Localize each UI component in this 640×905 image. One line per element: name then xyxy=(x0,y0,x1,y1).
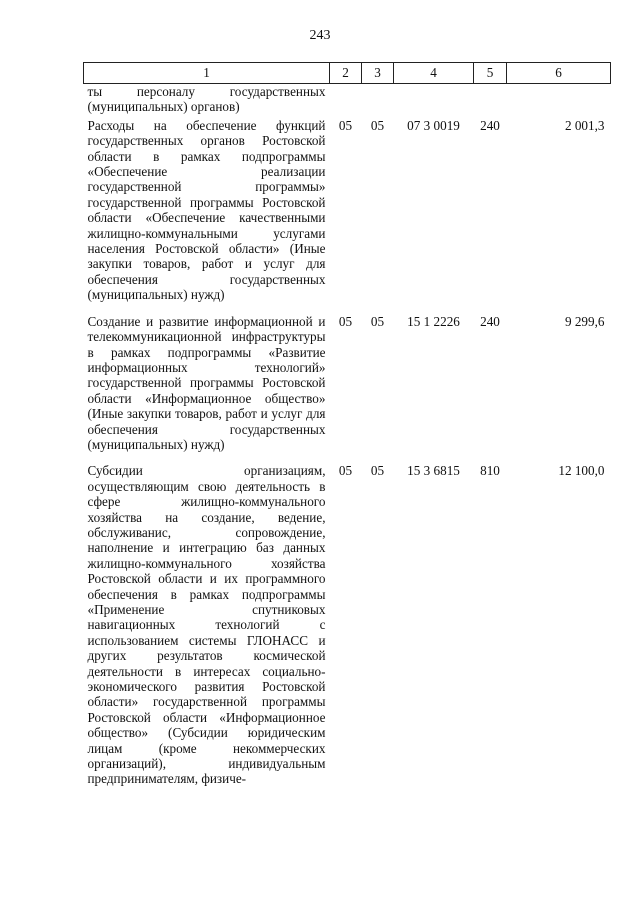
header-col-2: 2 xyxy=(330,63,362,84)
row-rz: 05 xyxy=(338,463,353,479)
row-amount: 9 299,6 xyxy=(564,313,605,329)
page-number: 243 xyxy=(309,28,331,43)
row-vr: 240 xyxy=(480,117,500,133)
row-description: Субсидии организациям, осуществляющим свою деятельность в сфере жилищно-коммунального хозяйства на создание, ведение, обслуживанис, сопровождение, наполнение и интеграцию баз данных жилищно-коммунального хозяйства Ростовской области и их программного обеспечения в рамках подпрограммы «Применение спутниковых навигационных технологий с использованием системы ГЛОНАСС и других результатов космической деятельности в интересах социально-экономического развития Ростовской области» государственной программы Ростовской области «Информационное общество» (Субсидии юридическим лицам (кроме некоммерческих организаций), индивидуальным предпринимателям, физиче- xyxy=(87,463,326,787)
header-col-5: 5 xyxy=(474,63,507,84)
row-pr: 05 xyxy=(370,463,385,479)
row-amount: 2 001,3 xyxy=(564,117,605,133)
row-amount: 12 100,0 xyxy=(558,463,605,479)
budget-table xyxy=(83,62,611,795)
row-description: Создание и развитие информационной и телекоммуникационной инфраструктуры в рамках подпрограммы «Развитие информационных технологий» государственной программы Ростовской области «Информационное общество» (Иные закупки товаров, работ и услуг для обеспечения государственных (муниципальных) нужд) xyxy=(87,313,326,452)
row-vr: 810 xyxy=(480,463,500,479)
row-description: Расходы на обеспечение функций государственных органов Ростовской области в рамках подпрограммы «Обеспечение реализации государственной программы» государственной программы Ростовской области «Обеспечение качественными жилищно-коммунальными услугами населения Ростовской области» (Иные закупки товаров, работ и услуг для обеспечения государственных (муниципальных) нужд) xyxy=(87,117,326,303)
continuation-description: ты персоналу государственных (муниципальных) органов) xyxy=(87,84,326,115)
row-rz: 05 xyxy=(338,313,353,329)
table-row xyxy=(84,460,611,795)
row-csr: 15 3 6815 xyxy=(407,463,460,479)
table-row xyxy=(84,115,611,311)
row-rz: 05 xyxy=(338,117,353,133)
table-row xyxy=(84,311,611,461)
header-col-1: 1 xyxy=(84,63,330,84)
row-pr: 05 xyxy=(370,313,385,329)
table-row-continuation xyxy=(84,84,611,115)
table-header xyxy=(84,63,611,84)
header-col-4: 4 xyxy=(394,63,474,84)
row-vr: 240 xyxy=(480,313,500,329)
header-col-3: 3 xyxy=(362,63,394,84)
row-csr: 07 3 0019 xyxy=(407,117,460,133)
header-col-6: 6 xyxy=(507,63,611,84)
row-pr: 05 xyxy=(370,117,385,133)
row-csr: 15 1 2226 xyxy=(407,313,460,329)
